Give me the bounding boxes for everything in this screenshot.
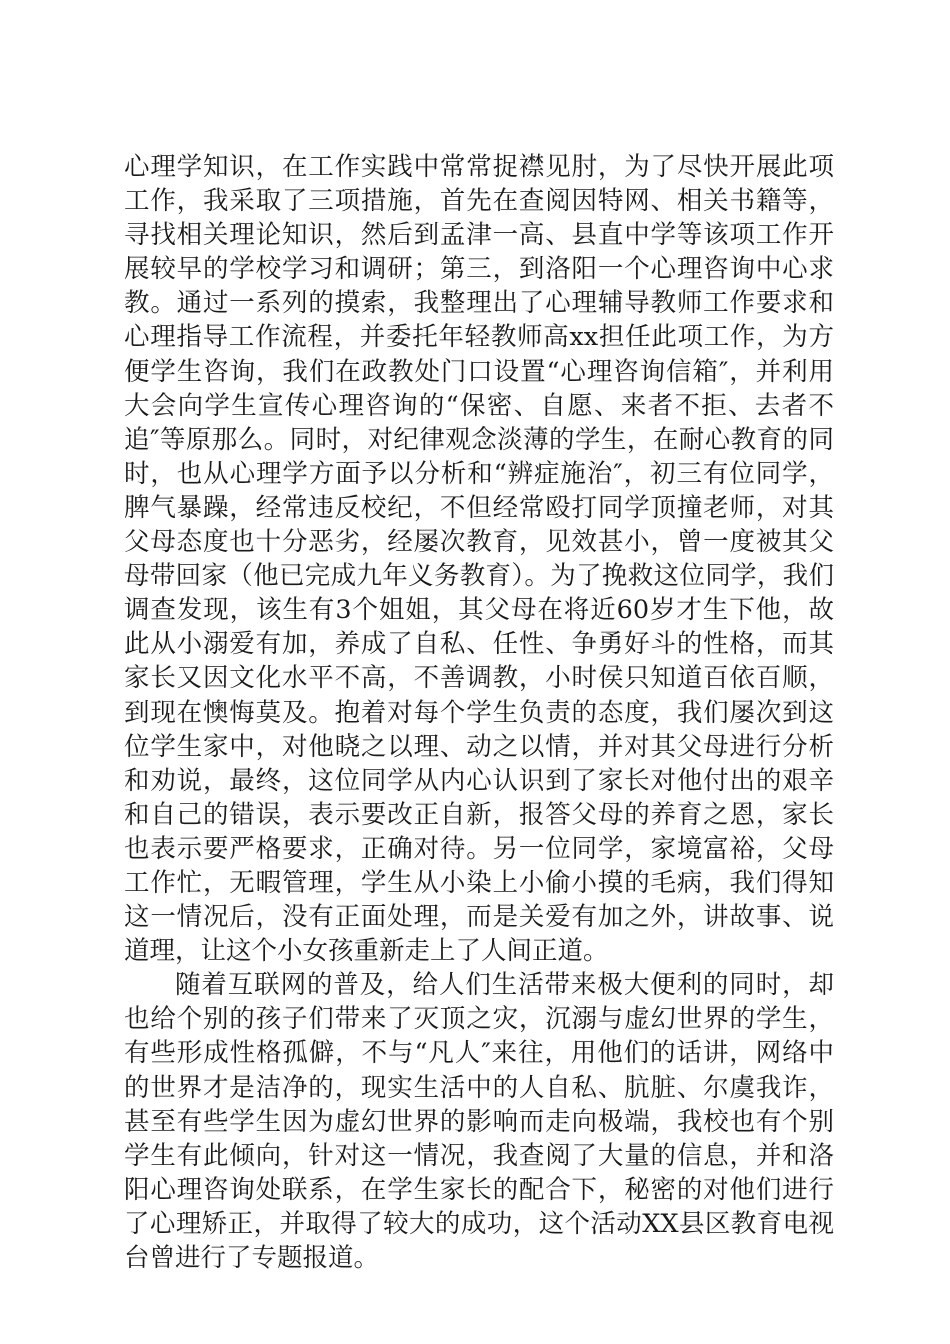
paragraph-continued: 心理学知识，在工作实践中常常捉襟见肘，为了尽快开展此项工作，我采取了三项措施，首先在查阅因特网、相关书籍等，寻找相关理论知识，然后到孟津一高、县直中学等该项工作开展较早的学校学习和调研；第三，到洛阳一个心理咨询中心求教。通过一系列的摸索，我整理出了心理辅导教师工作要求和心理指导工作流程，并委托年轻教师高xx担任此项工作，为方便学生咨询，我们在政教处门口设置“心理咨询信箱″，并利用大会向学生宣传心理咨询的“保密、自愿、来者不拒、去者不追″等原那么。同时，对纪律观念淡薄的学生，在耐心教育的同时，也从心理学方面予以分析和“辨症施治″，初三有位同学，脾气暴躁，经常违反校纪，不但经常殴打同学顶撞老师，对其父母态度也十分恶劣，经屡次教育，见效甚小，曾一度被其父母带回家（他已完成九年义务教育）。为了挽救这位同学，我们调查发现，该生有3个姐姐，其父母在将近60岁才生下他，故此从小溺爱有加，养成了自私、任性、争勇好斗的性格，而其家长又因文化水平不高，不善调教，小时侯只知道百依百顺，到现在懊悔莫及。抱着对每个学生负责的态度，我们屡次到这位学生家中，对他晓之以理、动之以情，并对其父母进行分析和劝说，最终，这位同学从内心认识到了家长对他付出的艰辛和自己的错误，表示要改正自新，报答父母的养育之恩，家长也表示要严格要求，正确对待。另一位同学，家境富裕，父母工作忙，无暇管理，学生从小染上小偷小摸的毛病，我们得知这一情况后，没有正面处理，而是关爱有加之外，讲故事、说道理，让这个小女孩重新走上了人间正道。 — [124, 152, 834, 967]
paragraph-internet: 随着互联网的普及，给人们生活带来极大便利的同时，却也给个别的孩子们带来了灭顶之灾，沉溺与虚幻世界的学生，有些形成性格孤僻，不与“凡人″来往，用他们的话讲，网络中的世界才是洁净的，现实生活中的人自私、肮脏、尔虞我诈，甚至有些学生因为虚幻世界的影响而走向极端，我校也有个别学生有此倾向，针对这一情况，我查阅了大量的信息，并和洛阳心理咨询处联系，在学生家长的配合下，秘密的对他们进行了心理矫正，并取得了较大的成功，这个活动XX县区教育电视台曾进行了专题报道。 — [124, 970, 834, 1273]
document-body — [124, 150, 834, 1275]
